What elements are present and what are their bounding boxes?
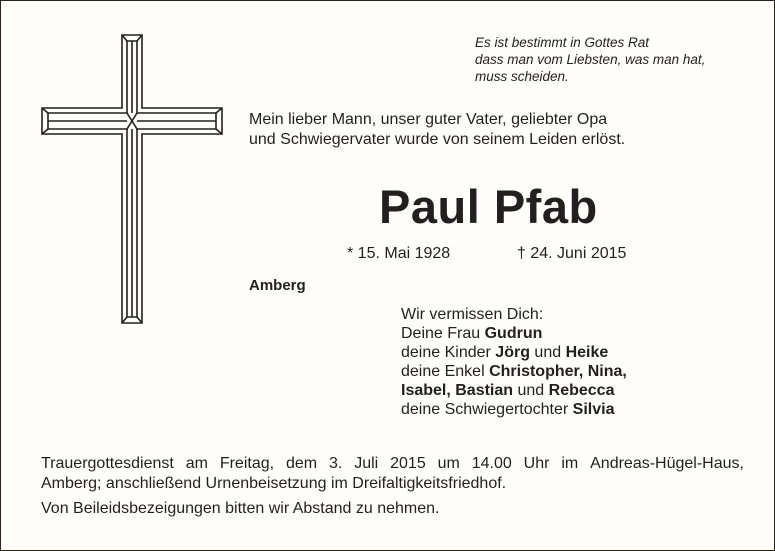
grandchildren-names-1: Christopher, Nina,: [489, 363, 627, 380]
condolence-request: Von Beileidsbezeigungen bitten wir Abstand zu nehmen.: [41, 500, 440, 517]
deceased-name: Paul Pfab: [379, 180, 598, 233]
service-word: im: [561, 455, 579, 472]
intro-text: [249, 110, 625, 150]
service-line-2: Amberg; anschließend Urnenbeisetzung im Dreifaltigkeitsfriedhof.: [41, 475, 507, 492]
intro-line-1: Mein lieber Mann, unser guter Vater, geliebter Opa: [249, 111, 608, 128]
service-word: Freitag,: [219, 455, 275, 472]
wife-prefix: Deine Frau: [401, 325, 485, 342]
family-wife: [401, 324, 627, 343]
verse-line-2: dass man vom Liebsten, was man hat,: [475, 52, 706, 67]
death-date: † 24. Juni 2015: [517, 245, 627, 262]
service-word: 14.00: [471, 455, 512, 472]
service-word: um: [437, 455, 460, 472]
family-children: [401, 343, 627, 362]
grandchildren-names-2: Isabel, Bastian: [401, 382, 514, 399]
service-word: Uhr: [523, 455, 550, 472]
daughter-in-law-name: Silvia: [572, 401, 615, 418]
child-name-1: Jörg: [495, 344, 530, 361]
service-word: 3.: [328, 455, 343, 472]
daughter-in-law-prefix: deine Schwiegertochter: [401, 401, 573, 418]
family-grandchildren-1: [401, 362, 627, 381]
funeral-service-info: [41, 454, 744, 494]
family-heading: Wir vermissen Dich:: [401, 306, 544, 323]
intro-line-2: und Schwiegervater wurde von seinem Leiden erlöst.: [249, 131, 626, 148]
service-word: Andreas-Hügel-Haus,: [590, 455, 744, 472]
family-daughter-in-law: [401, 400, 627, 419]
children-prefix: deine Kinder: [401, 344, 496, 361]
service-word: Juli: [354, 455, 379, 472]
service-word: dem: [285, 455, 318, 472]
wife-name: Gudrun: [484, 325, 543, 342]
service-line-1: [41, 454, 744, 474]
grandchildren-names-3: Rebecca: [548, 382, 615, 399]
service-word: Trauergottesdienst: [41, 455, 174, 472]
place-name: Amberg: [249, 277, 306, 294]
service-word: 2015: [390, 455, 426, 472]
service-word: am: [185, 455, 208, 472]
birth-date: * 15. Mai 1928: [347, 245, 451, 262]
cross-icon: [41, 33, 223, 325]
verse-line-3: muss scheiden.: [475, 69, 569, 84]
child-name-2: Heike: [565, 344, 609, 361]
family-grandchildren-2: [401, 381, 627, 400]
grandchildren-prefix: deine Enkel: [401, 363, 490, 380]
bible-verse: [475, 34, 765, 85]
verse-line-1: Es ist bestimmt in Gottes Rat: [475, 35, 650, 50]
grandchildren-and: und: [513, 382, 549, 399]
children-and: und: [529, 344, 566, 361]
family-list: [401, 305, 627, 419]
